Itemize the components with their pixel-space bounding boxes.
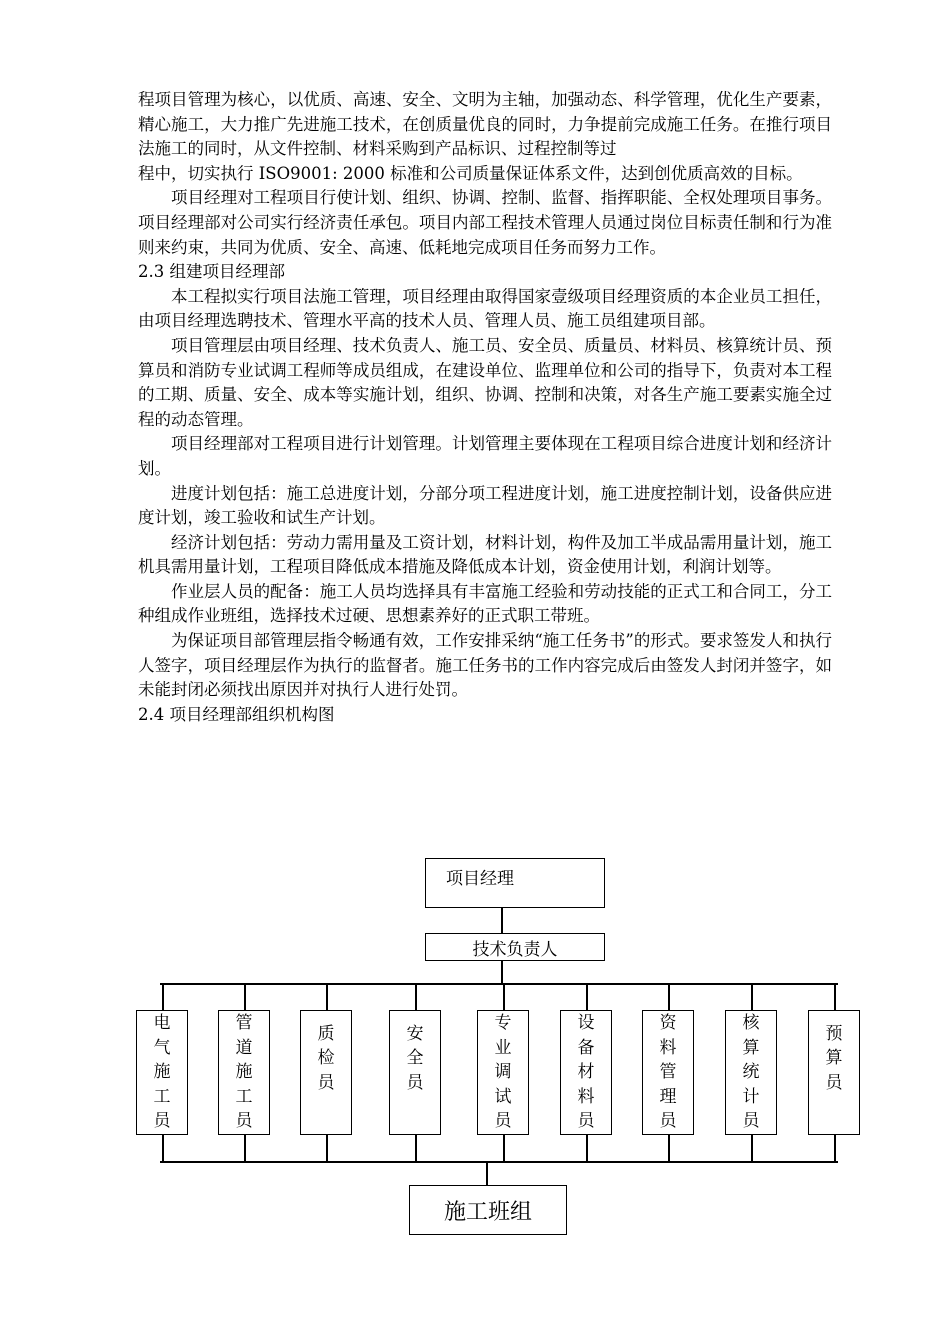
document-body [138, 88, 832, 727]
connector [160, 983, 838, 985]
org-box-role [808, 1010, 860, 1135]
org-box-label: 管 道 施 工 员 [235, 1013, 253, 1132]
org-box-label: 资 料 管 理 员 [659, 1013, 677, 1132]
org-box-role [725, 1010, 777, 1135]
org-box-role [560, 1010, 612, 1135]
paragraph: 项目管理层由项目经理、技术负责人、施工员、安全员、质量员、材料员、核算统计员、预算员和消防专业试调工程师等成员组成，在建设单位、监理单位和公司的指导下，负责对本工程的工期、质量、安全、成本等实施计划，组织、协调、控制和决策，对各生产施工要素实施全过程的动态管理。 [138, 335, 832, 429]
connector [244, 1134, 246, 1162]
org-box-label: 安 全 员 [406, 1023, 424, 1093]
paragraph: 程中，切实执行 ISO9001: 2000 标准和公司质量保证体系文件，达到创优质高效的目标。 [138, 163, 803, 183]
paragraph: 为保证项目部管理层指令畅通有效，工作安排采纳“施工任务书”的形式。要求签发人和执行人签字，项目经理层作为执行的监督者。施工任务书的工作内容完成后由签发人封闭并签字，如未能封闭必须找出原因并对执行人进行处罚。 [138, 631, 832, 700]
org-box-role [389, 1010, 441, 1135]
paragraph: 项目经理部对工程项目进行计划管理。计划管理主要体现在工程项目综合进度计划和经济计划。 [138, 434, 832, 478]
paragraph: 程项目管理为核心，以优质、高速、安全、文明为主轴，加强动态、科学管理，优化生产要素，精心施工，大力推广先进施工技术，在创质量优良的同时，力争提前完成施工任务。在推行项目法施工的同时，从文件控制、材料采购到产品标识、过程控制等过 [138, 90, 832, 159]
paragraph: 项目经理对工程项目行使计划、组织、协调、控制、监督、指挥职能、全权处理项目事务。项目经理部对公司实行经济责任承包。项目内部工程技术管理人员通过岗位目标责任制和行为准则来约束，共同为优质、安全、高速、低耗地完成项目任务而努力工作。 [138, 188, 832, 257]
connector [326, 1134, 328, 1162]
paragraph: 进度计划包括：施工总进度计划，分部分项工程进度计划，施工进度控制计划，设备供应进度计划，竣工验收和试生产计划。 [138, 483, 832, 528]
connector [486, 1161, 488, 1185]
org-box-label: 专 业 调 试 员 [494, 1013, 512, 1132]
paragraph: 经济计划包括：劳动力需用量及工资计划，材料计划，构件及加工半成品需用量计划，施工机具需用量计划，工程项目降低成本措施及降低成本计划，资金使用计划，利润计划等。 [138, 532, 832, 577]
connector [751, 983, 753, 1011]
connector [834, 1134, 836, 1162]
org-box-project-manager [425, 858, 605, 908]
paragraph: 作业层人员的配备：施工人员均选择具有丰富施工经验和劳动技能的正式工和合同工，分工种组成作业班组，选择技术过硬、思想素养好的正式职工带班。 [138, 581, 832, 626]
org-box-label: 电 气 施 工 员 [153, 1013, 171, 1132]
connector [586, 983, 588, 1011]
connector [503, 1134, 505, 1162]
connector [668, 983, 670, 1011]
section-heading: 2.4 项目经理部组织机构图 [138, 704, 335, 724]
org-box-label: 预 算 员 [825, 1023, 843, 1093]
section-heading: 2.3 组建项目经理部 [138, 262, 285, 282]
org-box-technical-lead [425, 933, 605, 961]
connector [834, 983, 836, 1011]
org-box-label: 核 算 统 计 员 [742, 1013, 760, 1132]
connector [751, 1134, 753, 1162]
org-box-role [136, 1010, 188, 1135]
paragraph: 本工程拟实行项目法施工管理，项目经理由取得国家壹级项目经理资质的本企业员工担任，由项目经理选聘技术、管理水平高的技术人员、管理人员、施工员组建项目部。 [138, 286, 832, 331]
connector [668, 1134, 670, 1162]
org-box-label: 施工班组 [443, 1199, 532, 1225]
connector [501, 907, 503, 934]
connector [503, 983, 505, 1011]
connector [501, 960, 503, 984]
org-box-construction-team [409, 1185, 567, 1235]
org-box-label: 项目经理 [446, 869, 514, 889]
org-box-label: 技术负责人 [472, 939, 558, 960]
connector [326, 983, 328, 1011]
org-box-role [300, 1010, 352, 1135]
connector [415, 983, 417, 1011]
org-box-role [642, 1010, 694, 1135]
org-box-label: 设 备 材 料 员 [577, 1013, 595, 1132]
connector [160, 1161, 838, 1163]
connector [415, 1134, 417, 1162]
connector [244, 983, 246, 1011]
connector [162, 983, 164, 1011]
connector [586, 1134, 588, 1162]
connector [162, 1134, 164, 1162]
org-box-label: 质 检 员 [317, 1023, 335, 1093]
org-box-role [218, 1010, 270, 1135]
org-box-role [477, 1010, 529, 1135]
